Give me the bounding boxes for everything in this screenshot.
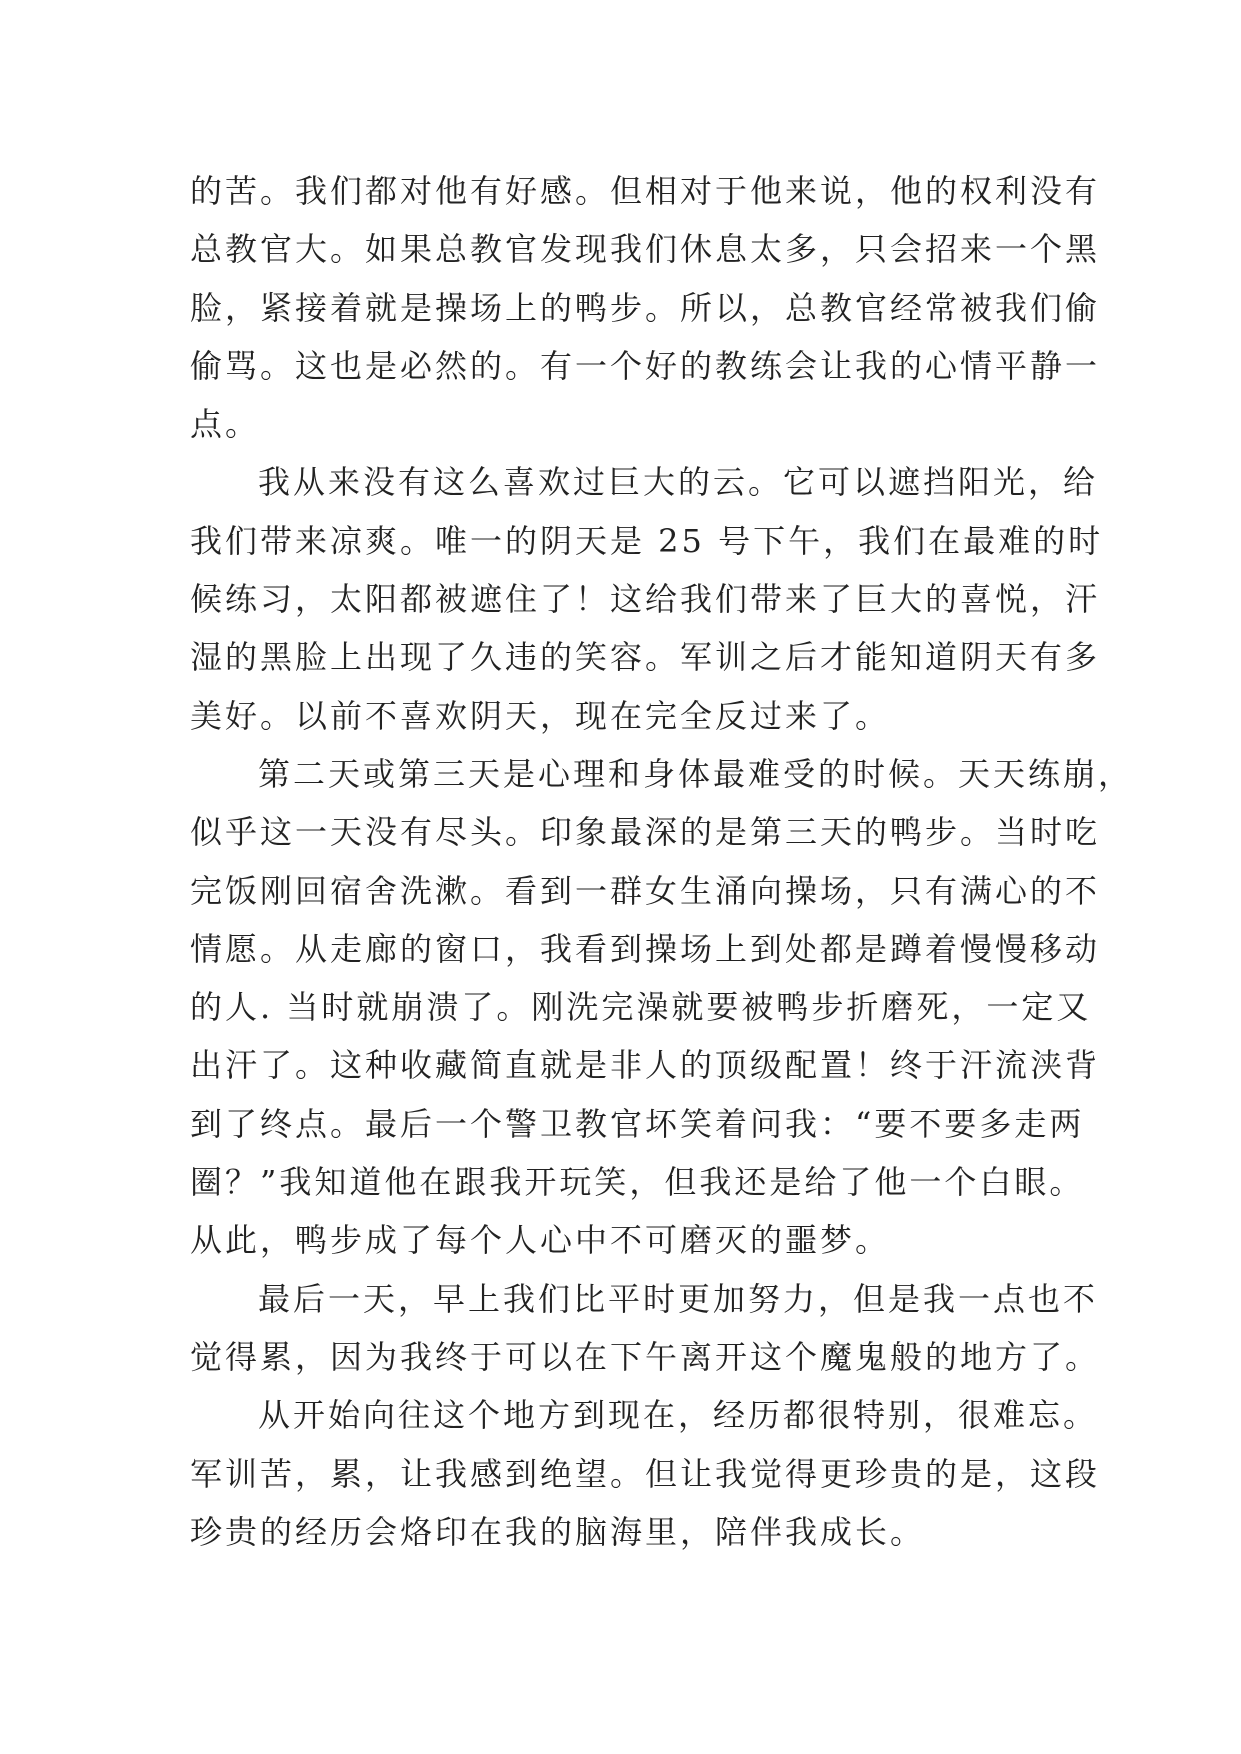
text-line: 到了终点。最后一个警卫教官坏笑着问我：“要不要多走两 [190, 1104, 1085, 1143]
text-line: 候练习，太阳都被遮住了！这给我们带来了巨大的喜悦，汗 [190, 580, 1101, 619]
text-line: 我从来没有这么喜欢过巨大的云。它可以遮挡阳光，给 [258, 463, 1099, 502]
text-line: 总教官大。如果总教官发现我们休息太多，只会招来一个黑 [190, 230, 1101, 269]
text-line: 圈？”我知道他在跟我开玩笑，但我还是给了他一个白眼。 [190, 1163, 1085, 1202]
text-line: 珍贵的经历会烙印在我的脑海里，陪伴我成长。 [190, 1512, 926, 1551]
text-line: 从开始向往这个地方到现在，经历都很特别，很难忘。 [258, 1396, 1099, 1435]
text-line: 情愿。从走廊的窗口，我看到操场上到处都是蹲着慢慢移动 [190, 929, 1101, 968]
text-line: 我们带来凉爽。唯一的阴天是 25 号下午，我们在最难的时 [190, 521, 1104, 560]
text-line: 美好。以前不喜欢阴天，现在完全反过来了。 [190, 696, 891, 735]
text-line: 点。 [190, 405, 261, 444]
text-line: 完饭刚回宿舍洗漱。看到一群女生涌向操场，只有满心的不 [190, 871, 1101, 910]
text-line: 第二天或第三天是心理和身体最难受的时候。天天练崩， [258, 754, 1134, 793]
document-body [190, 162, 1134, 1561]
text-line: 最后一天，早上我们比平时更加努力，但是我一点也不 [258, 1279, 1099, 1318]
text-line: 的人. 当时就崩溃了。刚洗完澡就要被鸭步折磨死，一定又 [190, 988, 1092, 1027]
text-line: 脸，紧接着就是操场上的鸭步。所以，总教官经常被我们偷 [190, 288, 1101, 327]
text-line: 觉得累，因为我终于可以在下午离开这个魔鬼般的地方了。 [190, 1337, 1101, 1376]
text-line: 湿的黑脸上出现了久违的笑容。军训之后才能知道阴天有多 [190, 638, 1101, 677]
text-line: 似乎这一天没有尽头。印象最深的是第三天的鸭步。当时吃 [190, 813, 1101, 852]
text-line: 的苦。我们都对他有好感。但相对于他来说，他的权利没有 [190, 172, 1101, 210]
text-line: 从此，鸭步成了每个人心中不可磨灭的噩梦。 [190, 1221, 891, 1260]
text-line: 偷骂。这也是必然的。有一个好的教练会让我的心情平静一 [190, 346, 1101, 385]
text-line: 军训苦，累，让我感到绝望。但让我觉得更珍贵的是，这段 [190, 1454, 1101, 1493]
text-line: 出汗了。这种收藏简直就是非人的顶级配置！终于汗流浃背 [190, 1046, 1101, 1085]
